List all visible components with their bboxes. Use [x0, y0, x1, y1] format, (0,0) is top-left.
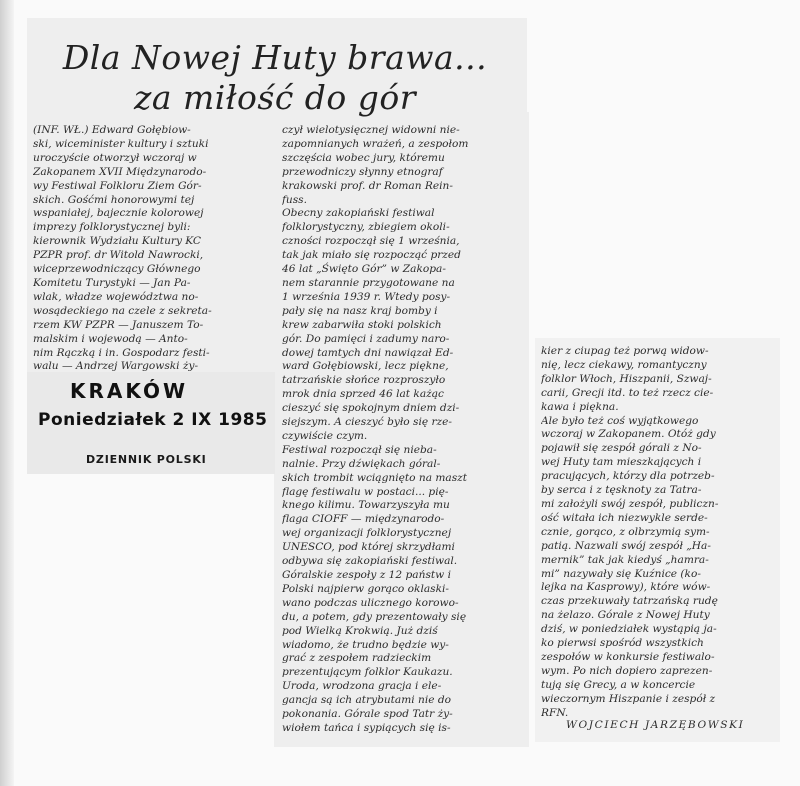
article-text-line: prezentującym folklor Kaukazu.: [282, 666, 453, 679]
article-text-line: mrok dnia sprzed 46 lat każąc: [282, 388, 444, 401]
article-text-line: folklor Włoch, Hiszpanii, Szwaj-: [541, 372, 712, 385]
article-text-line: knego kilimu. Towarzyszyła mu: [282, 499, 450, 512]
article-text-line: tatrzańskie słońce rozproszyło: [282, 374, 446, 387]
article-text-line: walu — Andrzej Wargowski ży-: [33, 360, 199, 373]
article-text-line: mi” nazywały się Kuźnice (ko-: [541, 567, 701, 580]
article-text-line: krew zabarwiła stoki polskich: [282, 318, 442, 331]
stamp-newspaper-name: DZIENNIK POLSKI: [86, 453, 207, 466]
article-text-line: folklorystyczny, zbiegiem okoli-: [282, 221, 450, 234]
stamp-city: KRAKÓW: [70, 379, 189, 403]
article-text-line: czas przekuwały tatrzańską rudę: [541, 595, 718, 608]
article-text-line: czności rozpoczął się 1 września,: [282, 235, 460, 248]
article-text-line: RFN.: [541, 706, 569, 719]
article-text-line: Ale było też coś wyjątkowego: [541, 414, 699, 427]
article-text-line: nalnie. Przy dźwiękach góral-: [282, 457, 441, 470]
article-text-line: flaga CIOFF — międzynarodo-: [282, 513, 445, 526]
article-text-line: grać z zespołem radzieckim: [282, 652, 432, 665]
article-text-line: krakowski prof. dr Roman Rein-: [282, 179, 453, 192]
article-text-line: patią. Nazwali swój zespół „Ha-: [541, 539, 711, 552]
article-text-line: Komitetu Turystyki — Jan Pa-: [33, 276, 191, 289]
article-text-line: pod Wielką Krokwią. Już dziś: [282, 624, 438, 637]
article-text-line: wano podczas ulicznego korowo-: [282, 596, 459, 609]
article-text-line: wej organizacji folklorystycznej: [282, 527, 452, 540]
article-text-line: wczoraj w Zakopanem. Otóż gdy: [541, 428, 716, 441]
article-text-line: pokonania. Górale spod Tatr ży-: [282, 708, 453, 721]
article-text-line: kawa i piękna.: [541, 400, 619, 413]
article-text-line: Góralskie zespoły z 12 państw i: [282, 569, 451, 581]
article-text-line: by serca i z tęsknoty za Tatra-: [541, 484, 702, 497]
article-text-line: Zakopanem XVII Międzynarodo-: [33, 165, 207, 178]
article-text-line: skich. Gośćmi honorowymi tej: [33, 193, 195, 206]
article-text-line: wym. Po nich dopiero zaprezen-: [541, 664, 713, 677]
article-text-line: siejszym. A cieszyć było się rze-: [282, 416, 452, 429]
article-text-line: kierownik Wydziału Kultury KC: [33, 235, 202, 248]
article-text-line: pojawił się zespół górali z No-: [541, 442, 702, 455]
article-text-line: PZPR prof. dr Witold Nawrocki,: [33, 249, 204, 262]
article-text-line: Obecny zakopiański festiwal: [282, 207, 435, 220]
headline-line-2: za miłość do gór: [133, 78, 417, 117]
article-column-3: [541, 345, 773, 720]
article-text-line: nim Rączką i in. Gospodarz festi-: [33, 346, 210, 359]
article-text-line: UNESCO, pod której skrzydłami: [282, 541, 455, 554]
article-text-line: zapomnianych wrażeń, a zespołom: [282, 137, 469, 150]
article-text-line: 1 września 1939 r. Wtedy posy-: [282, 290, 451, 303]
article-text-line: 46 lat „Święto Gór” w Zakopa-: [282, 263, 446, 276]
article-text-line: lejka na Kasprowy), które wów-: [541, 581, 711, 594]
article-text-line: wiołem tańca i sypiących się is-: [282, 721, 451, 734]
article-text-line: na żelazo. Górale z Nowej Huty: [541, 609, 710, 622]
article-text-line: skich trombit wciągnięto na maszt: [282, 471, 468, 484]
article-text-line: gór. Do pamięci i zadumy naro-: [282, 332, 450, 345]
article-text-line: ski, wiceminister kultury i sztuki: [33, 137, 209, 150]
article-text-line: uroczyście otworzył wczoraj w: [33, 151, 197, 164]
article-text-line: ward Gołębiowski, lecz piękne,: [282, 360, 449, 373]
article-text-line: odbywa się zakopiański festiwal.: [282, 555, 458, 568]
article-text-line: carii, Grecji itd. to też rzecz cie-: [541, 386, 714, 399]
article-text-line: wy Festiwal Folkloru Ziem Gór-: [33, 179, 202, 192]
stamp-date: Poniedziałek 2 IX 1985: [38, 410, 268, 430]
article-text-line: gancja są ich atrybutami nie do: [282, 694, 452, 707]
article-text-line: wej Huty tam mieszkających i: [541, 456, 702, 469]
article-text-line: Uroda, wrodzona gracja i ele-: [282, 680, 442, 693]
article-text-line: imprezy folklorystycznej byli:: [33, 221, 191, 234]
article-text-line: fuss.: [282, 193, 307, 206]
article-text-line: pracujących, którzy dla potrzeb-: [541, 470, 715, 483]
article-text-line: ość witała ich niezwykle serde-: [541, 511, 708, 524]
article-headline: [30, 38, 520, 118]
article-text-line: mi założyli swój zespół, publiczn-: [541, 497, 719, 510]
article-text-line: flagę festiwalu w postaci... pię-: [282, 485, 449, 498]
article-text-line: Polski najpierw gorąco oklaski-: [282, 582, 449, 595]
article-author: WOJCIECH JARZĘBOWSKI: [566, 719, 745, 731]
article-text-line: wlak, władze województwa no-: [33, 290, 199, 303]
article-text-line: czywiście czym.: [282, 429, 368, 442]
article-text-line: wiceprzewodniczący Głównego: [33, 263, 201, 276]
article-text-line: wosądeckiego na czele z sekreta-: [33, 304, 212, 317]
article-column-2: [282, 124, 524, 736]
article-text-line: malskim i wojewodą — Anto-: [33, 332, 188, 345]
article-text-line: wspaniałej, bajecznie kolorowej: [33, 207, 204, 220]
article-text-line: mernik” tak jak kiedyś „hamra-: [541, 553, 709, 566]
album-binding-edge: [0, 0, 14, 786]
article-text-line: du, a potem, gdy prezentowały się: [282, 610, 467, 623]
article-text-line: ko pierwsi spośród wszystkich: [541, 637, 704, 650]
article-text-line: pały się na nasz kraj bomby i: [282, 304, 438, 317]
article-text-line: cieszyć się spokojnym dniem dzi-: [282, 402, 460, 415]
article-text-line: nię, lecz ciekawy, romantyczny: [541, 358, 707, 371]
article-text-line: tują się Grecy, a w koncercie: [541, 678, 696, 691]
article-text-line: zespołów w konkursie festiwalo-: [541, 650, 715, 663]
article-text-line: czył wielotysięcznej widowni nie-: [282, 124, 460, 136]
article-text-line: cznie, gorąco, z olbrzymią sym-: [541, 525, 710, 538]
article-text-line: dowej tamtych dni nawiązał Ed-: [282, 346, 454, 359]
article-text-line: tak jak miało się rozpocząć przed: [282, 249, 461, 262]
article-text-line: rzem KW PZPR — Januszem To-: [33, 318, 204, 331]
headline-line-1: Dla Nowej Huty brawa...: [62, 38, 488, 77]
article-text-line: (INF. WŁ.) Edward Gołębiow-: [33, 124, 191, 136]
article-text-line: dziś, w poniedziałek wystąpią ja-: [541, 623, 717, 636]
article-text-line: nem starannie przygotowane na: [282, 276, 455, 289]
article-text-line: wieczornym Hiszpanie i zespół z: [541, 692, 716, 705]
article-column-1: [33, 124, 273, 374]
article-text-line: przewodniczy słynny etnograf: [282, 165, 443, 178]
article-text-line: szczęścia wobec jury, któremu: [282, 151, 445, 164]
article-text-line: kier z ciupag też porwą widow-: [541, 345, 709, 357]
article-text-line: wiadomo, że trudno będzie wy-: [282, 638, 449, 651]
article-text-line: Festiwal rozpoczął się nieba-: [282, 443, 437, 456]
